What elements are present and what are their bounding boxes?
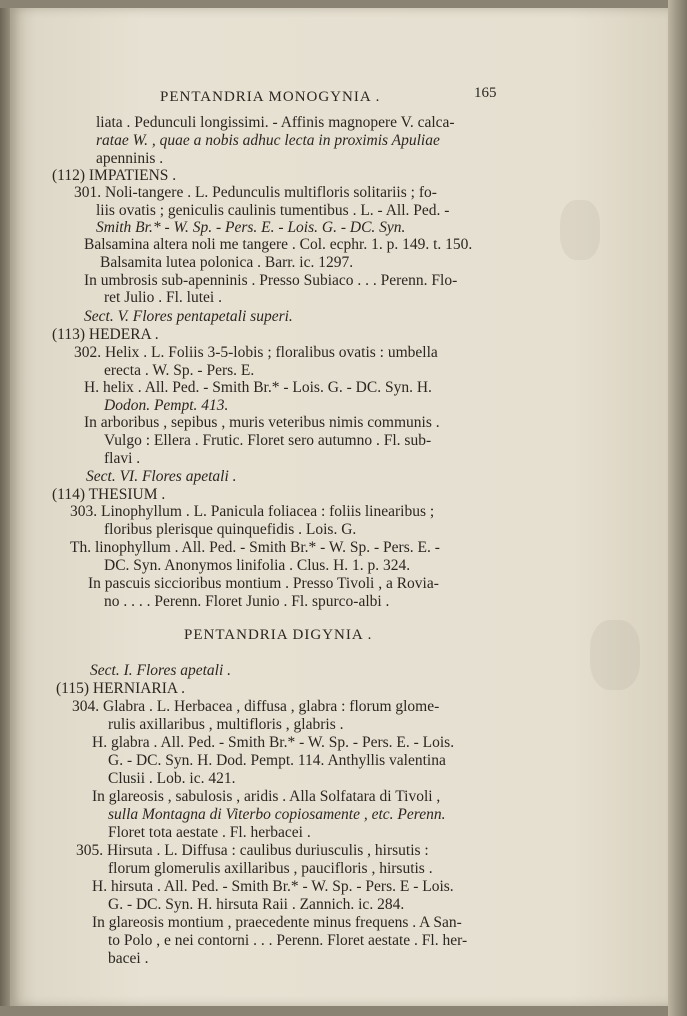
text-line: to Polo , e nei contorni . . . Perenn. Floret aestate . Fl. her- xyxy=(108,932,468,949)
text-line: In arboribus , sepibus , muris veteribus nimis communis . xyxy=(84,414,440,431)
text-line: floribus plerisque quinquefidis . Lois. G. xyxy=(104,521,357,538)
text-line: no . . . . Perenn. Floret Junio . Fl. spurco-albi . xyxy=(104,593,390,610)
running-title: PENTANDRIA MONOGYNIA . xyxy=(160,89,381,105)
text-line: florum glomerulis axillaribus , paucifloris , hirsutis . xyxy=(108,860,433,877)
species-entry: 301. Noli-tangere . L. Pedunculis multifloris solitariis ; fo- xyxy=(74,184,437,201)
text-line: H. glabra . All. Ped. - Smith Br.* - W. Sp. - Pers. E. - Lois. xyxy=(92,734,455,751)
text-line: erecta . W. Sp. - Pers. E. xyxy=(104,362,255,379)
species-entry: 305. Hirsuta . L. Diffusa : caulibus duriusculis , hirsutis : xyxy=(76,842,429,859)
text-line: Floret tota aestate . Fl. herbacei . xyxy=(108,824,311,841)
text-line: apenninis . xyxy=(96,150,164,167)
genus-heading: (112) IMPATIENS . xyxy=(52,167,177,184)
text-line: flavi . xyxy=(104,450,141,467)
text-line: liata . Pedunculi longissimi. - Affinis magnopere V. calca- xyxy=(96,114,455,131)
text-line: DC. Syn. Anonymos linifolia . Clus. H. 1. p. 324. xyxy=(104,557,411,574)
text-line: H. hirsuta . All. Ped. - Smith Br.* - W. Sp. - Pers. E - Lois. xyxy=(92,878,454,895)
text-line: bacei . xyxy=(108,950,149,967)
genus-heading: (115) HERNIARIA . xyxy=(56,680,186,697)
text-line: In glareosis montium , praecedente minus frequens . A San- xyxy=(92,914,462,931)
text-line: In glareosis , sabulosis , aridis . Alla Solfatara di Tivoli , xyxy=(92,788,441,805)
page-number: 165 xyxy=(474,85,497,101)
text-line: Th. linophyllum . All. Ped. - Smith Br.* - W. Sp. - Pers. E. - xyxy=(70,539,440,556)
text-line: sulla Montagna di Viterbo copiosamente , etc. Perenn. xyxy=(108,806,446,823)
show-through-marks xyxy=(560,200,600,260)
show-through-marks xyxy=(590,620,640,690)
text-line: Clusii . Lob. ic. 421. xyxy=(108,770,236,787)
genus-heading: (114) THESIUM . xyxy=(52,486,166,503)
text-line: G. - DC. Syn. H. Dod. Pempt. 114. Anthyllis valentina xyxy=(108,752,446,769)
text-line: ret Julio . Fl. lutei . xyxy=(104,289,222,306)
section-title: PENTANDRIA DIGYNIA . xyxy=(184,627,373,643)
text-line: Balsamina altera noli me tangere . Col. ecphr. 1. p. 149. t. 150. xyxy=(84,236,473,253)
text-line: H. helix . All. Ped. - Smith Br.* - Lois. G. - DC. Syn. H. xyxy=(84,379,432,396)
text-line: Dodon. Pempt. 413. xyxy=(104,397,229,414)
species-entry: 302. Helix . L. Foliis 3-5-lobis ; floralibus ovatis : umbella xyxy=(74,344,438,361)
text-line: Smith Br.* - W. Sp. - Pers. E. - Lois. G. - DC. Syn. xyxy=(96,219,406,236)
text-line: In umbrosis sub-apenninis . Presso Subiaco . . . Perenn. Flo- xyxy=(84,272,458,289)
text-line: rulis axillaribus , multifloris , glabris . xyxy=(108,716,344,733)
text-line: Balsamita lutea polonica . Barr. ic. 1297. xyxy=(100,254,354,271)
text-line: ratae W. , quae a nobis adhuc lecta in proximis Apuliae xyxy=(96,132,440,149)
page-edge xyxy=(668,0,687,1016)
species-entry: 304. Glabra . L. Herbacea , diffusa , glabra : florum glome- xyxy=(72,698,440,715)
species-entry: 303. Linophyllum . L. Panicula foliacea : foliis linearibus ; xyxy=(70,503,435,520)
section-heading: Sect. I. Flores apetali . xyxy=(90,662,232,679)
text-line: Vulgo : Ellera . Frutic. Floret sero autumno . Fl. sub- xyxy=(104,432,432,449)
section-heading: Sect. V. Flores pentapetali superi. xyxy=(84,308,293,325)
text-line: liis ovatis ; geniculis caulinis tumentibus . L. - All. Ped. - xyxy=(96,202,450,219)
section-heading: Sect. VI. Flores apetali . xyxy=(86,468,237,485)
genus-heading: (113) HEDERA . xyxy=(52,326,159,343)
text-line: G. - DC. Syn. H. hirsuta Raii . Zannich. ic. 284. xyxy=(108,896,405,913)
text-line: In pascuis siccioribus montium . Presso Tivoli , a Rovia- xyxy=(88,575,439,592)
